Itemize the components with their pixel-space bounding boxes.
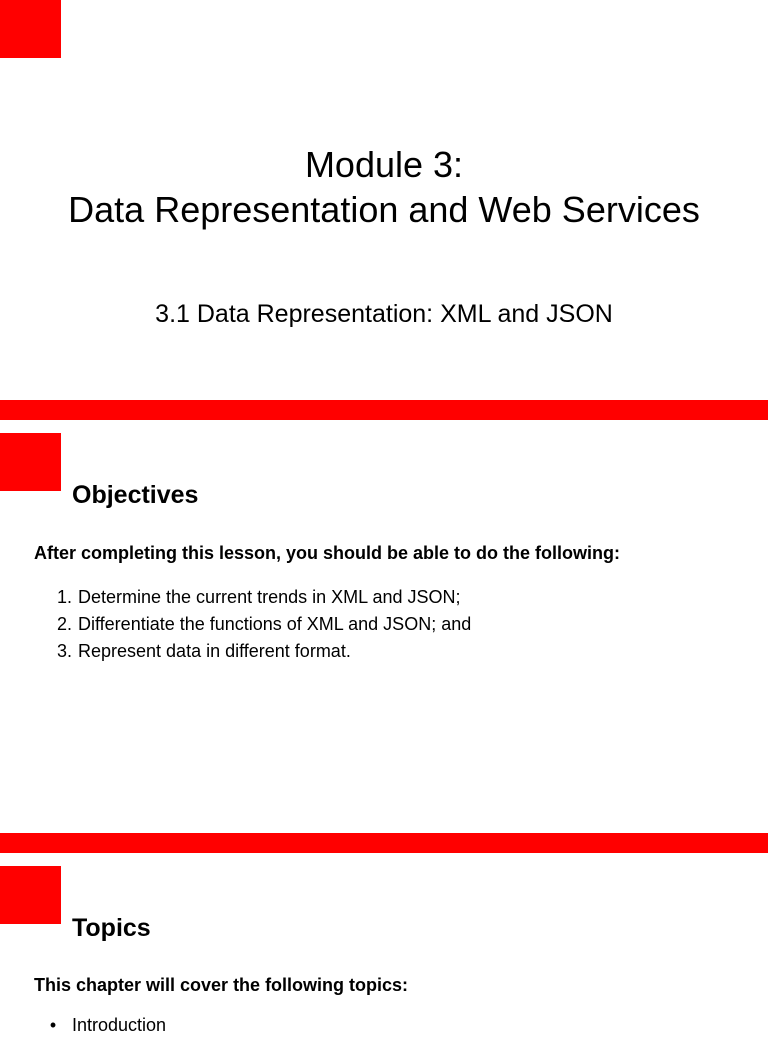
slide-divider-bar-1 — [0, 400, 768, 420]
objectives-intro: After completing this lesson, you should be able to do the following: — [34, 543, 621, 563]
objectives-heading: Objectives — [72, 481, 199, 509]
objective-number: 3. — [56, 641, 72, 661]
slide1-red-square-decoration — [0, 0, 61, 58]
slide1-subtitle: 3.1 Data Representation: XML and JSON — [155, 300, 613, 328]
objective-number: 1. — [56, 587, 72, 607]
objective-item-1 — [34, 584, 471, 611]
objective-item-2 — [34, 611, 471, 638]
bullet-icon: • — [49, 1015, 57, 1035]
slide-divider-bar-2 — [0, 833, 768, 853]
topics-heading: Topics — [72, 914, 151, 942]
slide1-title-line1: Module 3: — [304, 144, 464, 185]
topic-text: Introduction — [72, 1015, 167, 1035]
objectives-list — [34, 584, 471, 665]
objective-number: 2. — [56, 614, 72, 634]
slide1-title-line2: Data Representation and Web Services — [68, 189, 700, 230]
topic-item-1 — [34, 1012, 166, 1039]
topics-intro: This chapter will cover the following topics: — [34, 975, 409, 995]
slide3-red-square-decoration — [0, 866, 61, 924]
objective-item-3 — [34, 638, 471, 665]
topics-list — [34, 1012, 166, 1039]
objective-text: Determine the current trends in XML and JSON; — [78, 587, 461, 607]
objective-text: Represent data in different format. — [78, 641, 351, 661]
objective-text: Differentiate the functions of XML and JSON; and — [78, 614, 472, 634]
slide1-title — [0, 142, 768, 232]
slide2-red-square-decoration — [0, 433, 61, 491]
